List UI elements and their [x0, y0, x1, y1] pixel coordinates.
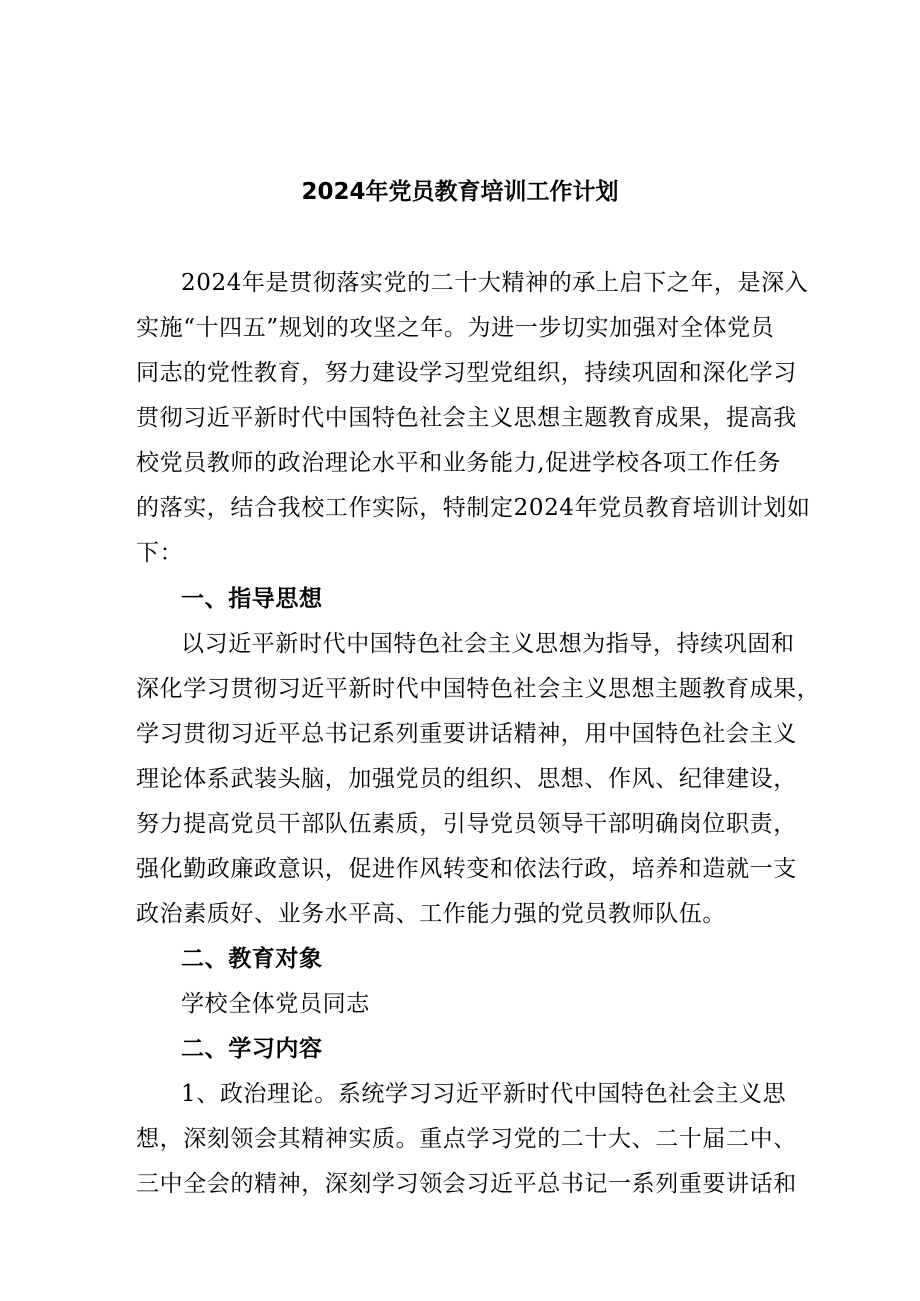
paragraph-line: 的落实，结合我校工作实际，特制定2024年党员教育培训计划如 — [136, 495, 811, 521]
paragraph-line: 三中全会的精神，深刻学习领会习近平总书记一系列重要讲话和 — [136, 1171, 797, 1197]
paragraph-line: 努力提高党员干部队伍素质，引导党员领导干部明确岗位职责， — [136, 811, 797, 837]
paragraph-line: 下： — [136, 540, 184, 566]
paragraph-line: 实施“十四五”规划的攻坚之年。为进一步切实加强对全体党员 — [136, 315, 775, 341]
paragraph-line: 政治素质好、业务水平高、工作能力强的党员教师队伍。 — [136, 901, 726, 927]
paragraph-line: 同志的党性教育，努力建设学习型党组织，持续巩固和深化学习 — [136, 360, 797, 386]
paragraph-line: 学校全体党员同志 — [181, 991, 370, 1017]
paragraph-line: 2024年是贯彻落实党的二十大精神的承上启下之年，是深入 — [181, 270, 809, 296]
paragraph-line: 贯彻习近平新时代中国特色社会主义思想主题教育成果，提高我 — [136, 405, 797, 431]
section-heading-education-target: 二、教育对象 — [181, 946, 323, 972]
paragraph-line: 1、政治理论。系统学习习近平新时代中国特色社会主义思 — [181, 1081, 787, 1107]
paragraph-line: 学习贯彻习近平总书记系列重要讲话精神，用中国特色社会主义 — [136, 721, 797, 747]
paragraph-line: 以习近平新时代中国特色社会主义思想为指导，持续巩固和 — [181, 631, 795, 657]
paragraph-line: 强化勤政廉政意识，促进作风转变和依法行政，培养和造就一支 — [136, 856, 797, 882]
paragraph-line: 深化学习贯彻习近平新时代中国特色社会主义思想主题教育成果， — [136, 676, 821, 702]
paragraph-line: 想，深刻领会其精神实质。重点学习党的二十大、二十届二中、 — [136, 1126, 797, 1152]
paragraph-line: 理论体系武装头脑，加强党员的组织、思想、作风、纪律建设， — [136, 766, 797, 792]
paragraph-line: 校党员教师的政治理论水平和业务能力,促进学校各项工作任务 — [136, 450, 782, 476]
document-title: 2024年党员教育培训工作计划 — [301, 179, 619, 205]
section-heading-guiding-ideology: 一、指导思想 — [181, 586, 323, 612]
section-heading-learning-content: 二、学习内容 — [181, 1036, 323, 1062]
